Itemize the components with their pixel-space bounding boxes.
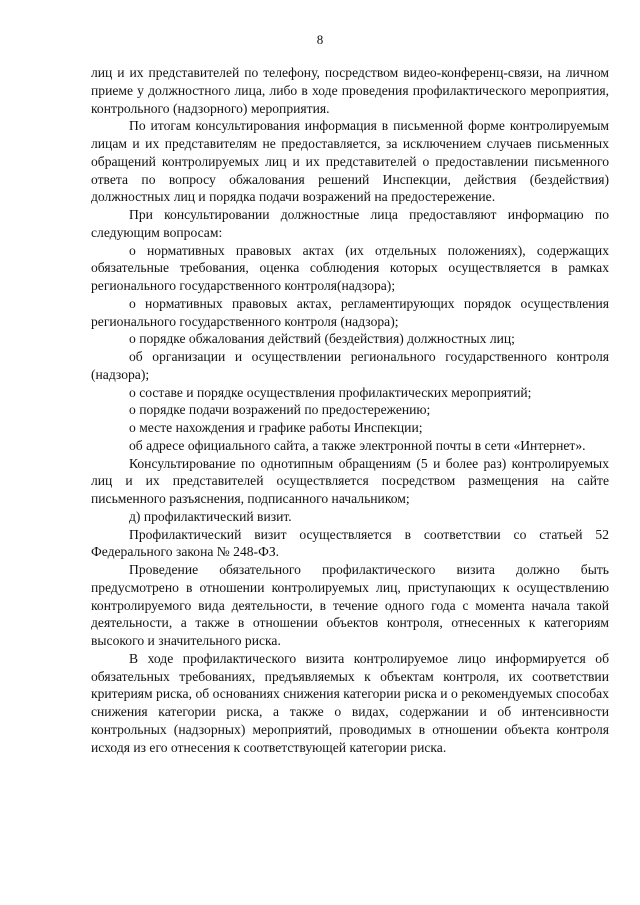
- list-item-5: о составе и порядке осуществления профилактических мероприятий;: [129, 384, 532, 400]
- section-heading-d: д) профилактический визит.: [129, 508, 292, 524]
- list-item-4: об организации и осуществлении регионального государственного контроля (надзора);: [91, 349, 609, 382]
- list-item-6: о порядке подачи возражений по предостережению;: [129, 402, 431, 418]
- paragraph-5: Профилактический визит осуществляется в соответствии со статьей 52 Федерального закона № 248-ФЗ.: [91, 526, 609, 560]
- list-item-1: о нормативных правовых актах (их отдельных положениях), содержащих обязательные требования, оценка соблюдения которых осуществляется в рамках регионального государственного контроля(надзора);: [91, 242, 609, 293]
- paragraph-1: лиц и их представителей по телефону, посредством видео-конференц-связи, на личном приеме у должностного лица, либо в ходе проведения профилактического мероприятия, контрольного (надзорного) мероприятия.: [91, 65, 609, 116]
- list-item-3: о порядке обжалования действий (бездействия) должностных лиц;: [129, 331, 515, 347]
- list-item-2: о нормативных правовых актах, регламентирующих порядок осуществления регионального государственного контроля (надзора);: [91, 295, 609, 329]
- paragraph-6: Проведение обязательного профилактического визита должно быть предусмотрено в отношении контролируемых лиц, приступающих к осуществлению контролируемого вида деятельности, в течение одного года с момента начала такой деятельности, а также в отношении объектов контроля, отнесенных к категориям высокого и значительного риска.: [91, 562, 609, 648]
- paragraph-4: Консультирование по однотипным обращениям (5 и более раз) контролируемых лиц и их представителей осуществляется посредством размещения на сайте письменного разъяснения, подписанного начальником;: [91, 455, 609, 506]
- paragraph-7: В ходе профилактического визита контролируемое лицо информируется об обязательных требованиях, предъявляемых к объектам контроля, их соответствии критериям риска, об основаниях снижения категории риска и о рекомендуемых способах снижения категории риска, а также о видах, содержании и об интенсивности контрольных (надзорных) мероприятий, проводимых в отношении объекта контроля исходя из его отнесения к соответствующей категории риска.: [91, 650, 609, 755]
- list-item-7: о месте нахождения и графике работы Инспекции;: [129, 420, 423, 435]
- paragraph-2: По итогам консультирования информация в письменной форме контролируемым лицам и их представителям не предоставляется, за исключением случаев письменных обращений контролируемых лиц и их представителей о предоставлении письменного ответа по вопросу обжалования решений Инспекции, действия (бездействия) должностных лиц и порядка подачи возражений на предостережение.: [91, 118, 609, 205]
- page-number: 8: [316, 32, 324, 47]
- paragraph-3: При консультировании должностные лица предоставляют информацию по следующим вопросам:: [91, 207, 609, 240]
- document-body: [91, 64, 609, 756]
- list-item-8: об адресе официального сайта, а также электронной почты в сети «Интернет».: [129, 437, 586, 453]
